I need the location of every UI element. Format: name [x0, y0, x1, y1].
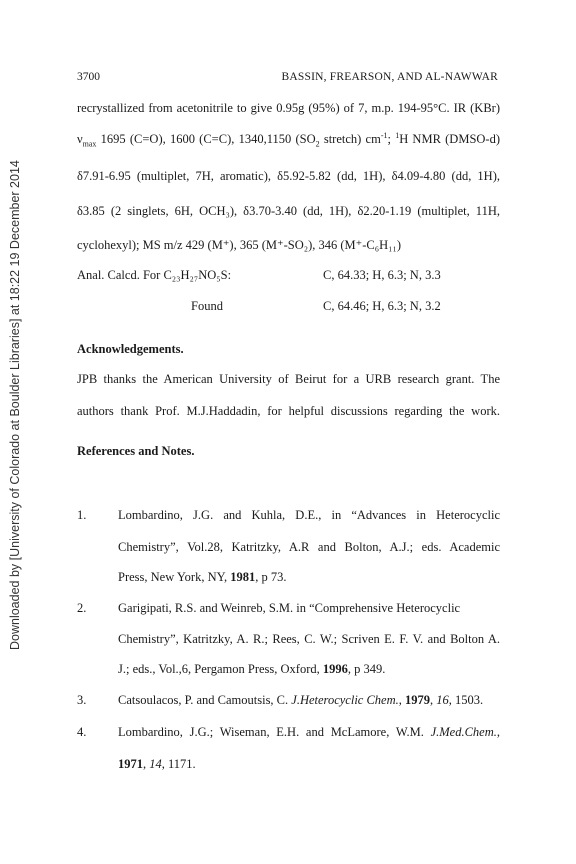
- experimental-line-4: δ3.85 (2 singlets, 6H, OCH₃), δ3.70-3.40 (dd, 1H), δ2.20-1.19 (multiplet, 11H,: [77, 204, 500, 218]
- experimental-line-5: cyclohexyl); MS m/z 429 (M⁺), 365 (M⁺-SO₂), 346 (M⁺-C₆H₁₁): [77, 238, 401, 252]
- reference-1-line-2: Chemistry”, Vol.28, Katritzky, A.R and Bolton, A.J.; eds. Academic: [118, 540, 500, 554]
- reference-3-line-1: Catsoulacos, P. and Camoutsis, C. J.Heterocyclic Chem., 1979, 16, 1503.: [118, 693, 484, 707]
- page-number: 3700: [77, 71, 100, 83]
- reference-4-line-2: 1971, 14, 1171.: [118, 757, 196, 771]
- reference-1-line-3: Press, New York, NY, 1981, p 73.: [118, 570, 287, 584]
- reference-2-line-2: Chemistry”, Katritzky, A. R.; Rees, C. W.; Scriven E. F. V. and Bolton A.: [118, 632, 500, 646]
- reference-1-line-1: Lombardino, J.G. and Kuhla, D.E., in “Advances in Heterocyclic: [118, 508, 500, 522]
- experimental-line-2: $\nu_{max}$ 1695 (C=O), 1600 (C=C), 1340,1150 ($SO_2$ stretch) $cm^{-1}$; $^1$H NMR (DMSO-d): [77, 131, 500, 149]
- acknowledgements-line-1: JPB thanks the American University of Beirut for a URB research grant. The: [77, 372, 500, 386]
- analysis-found-label: Found: [191, 299, 223, 313]
- running-header-authors: BASSIN, FREARSON, AND AL-NAWWAR: [281, 71, 498, 83]
- experimental-line-1: recrystallized from acetonitrile to give 0.95g (95%) of 7, m.p. 194-95°C. IR (KBr): [77, 101, 500, 115]
- reference-4-line-1: Lombardino, J.G.; Wiseman, E.H. and McLamore, W.M. J.Med.Chem.,: [118, 725, 500, 739]
- download-watermark: Downloaded by [University of Colorado at Boulder Libraries] at 18:22 19 December 2014: [8, 160, 22, 650]
- reference-number: 1.: [77, 508, 87, 522]
- reference-number: 4.: [77, 725, 87, 739]
- reference-number: 3.: [77, 693, 87, 707]
- analysis-calcd-values: C, 64.33; H, 6.3; N, 3.3: [323, 268, 441, 282]
- acknowledgements-line-2: authors thank Prof. M.J.Haddadin, for helpful discussions regarding the work.: [77, 404, 500, 418]
- reference-2-line-3: J.; eds., Vol.,6, Pergamon Press, Oxford, 1996, p 349.: [118, 662, 386, 676]
- reference-number: 2.: [77, 601, 87, 615]
- references-heading: References and Notes.: [77, 444, 195, 458]
- analysis-calcd-label: Anal. Calcd. For C₂₃H₂₇NO₅S:: [77, 268, 232, 282]
- analysis-found-values: C, 64.46; H, 6.3; N, 3.2: [323, 299, 441, 313]
- experimental-line-3: δ7.91-6.95 (multiplet, 7H, aromatic), δ5.92-5.82 (dd, 1H), δ4.09-4.80 (dd, 1H),: [77, 169, 500, 183]
- reference-2-line-1: Garigipati, R.S. and Weinreb, S.M. in “Comprehensive Heterocyclic: [118, 601, 461, 615]
- acknowledgements-heading: Acknowledgements.: [77, 342, 184, 356]
